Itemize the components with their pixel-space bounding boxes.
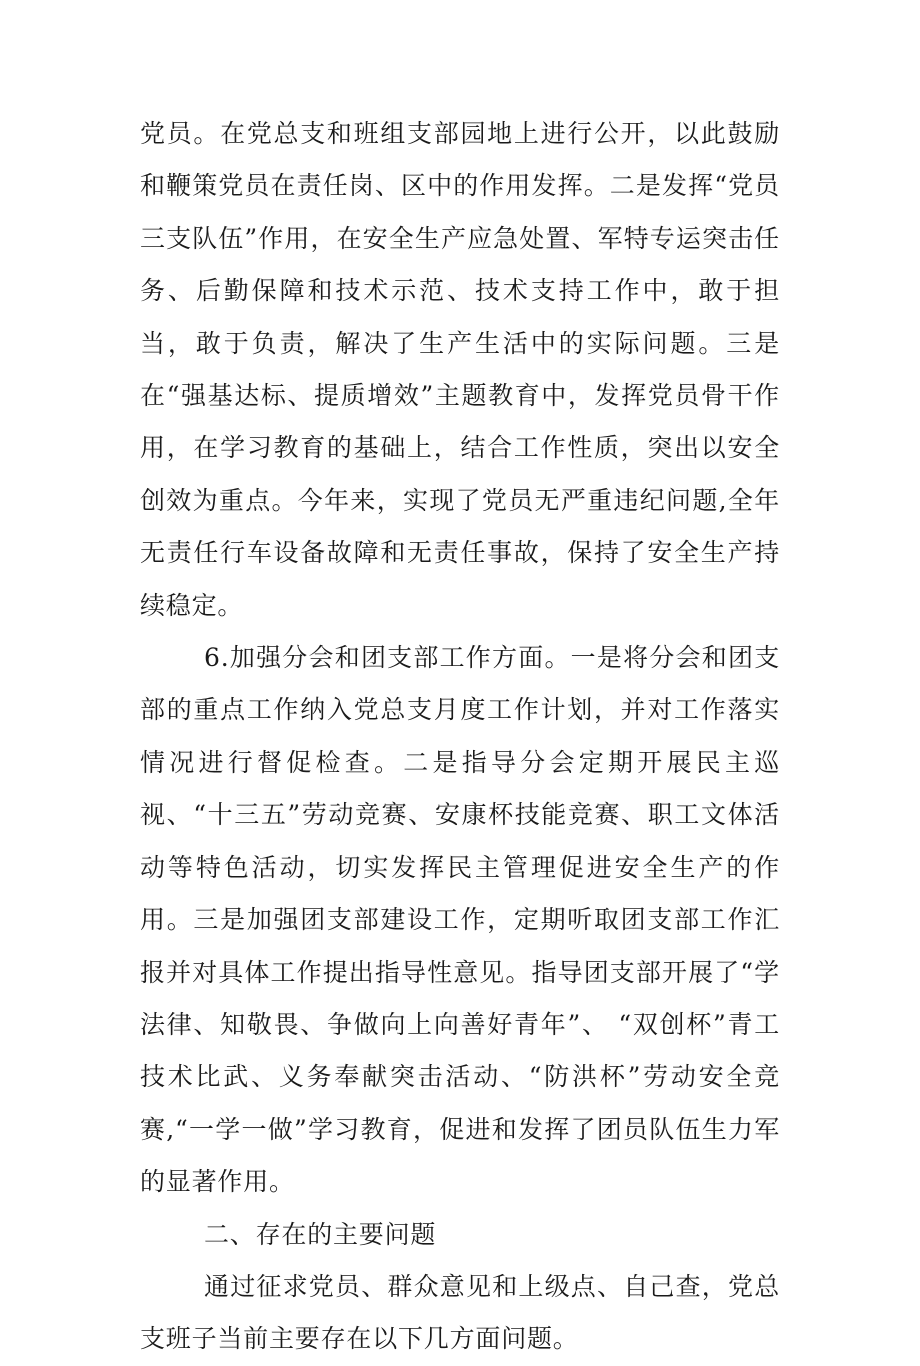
- paragraph-continuation: 党员。在党总支和班组支部园地上进行公开，以此鼓励和鞭策党员在责任岗、区中的作用发挥。二是发挥“党员三支队伍”作用，在安全生产应急处置、军特专运突击任务、后勤保障和技术示范、技术支持工作中，敢于担当，敢于负责，解决了生产生活中的实际问题。三是在“强基达标、提质增效”主题教育中，发挥党员骨干作用，在学习教育的基础上，结合工作性质，突出以安全创效为重点。今年来，实现了党员无严重违纪问题,全年无责任行车设备故障和无责任事故，保持了安全生产持续稳定。: [140, 119, 780, 620]
- paragraph-problems-intro: 通过征求党员、群众意见和上级点、自己查，党总支班子当前主要存在以下几方面问题。: [140, 1271, 780, 1354]
- section-heading-problems: 二、存在的主要问题: [204, 1219, 437, 1249]
- paragraph-item-6: 6.加强分会和团支部工作方面。一是将分会和团支部的重点工作纳入党总支月度工作计划，并对工作落实情况进行督促检查。二是指导分会定期开展民主巡视、“十三五”劳动竞赛、安康杯技能竞赛、职工文体活动等特色活动，切实发挥民主管理促进安全生产的作用。三是加强团支部建设工作，定期听取团支部工作汇报并对具体工作提出指导性意见。指导团支部开展了“学法律、知敬畏、争做向上向善好青年”、 “双创杯”青工技术比武、义务奉献突击活动、“防洪杯”劳动安全竞赛,“一学一做”学习教育，促进和发挥了团员队伍生力军的显著作用。: [140, 643, 780, 1197]
- document-body: [140, 108, 780, 1366]
